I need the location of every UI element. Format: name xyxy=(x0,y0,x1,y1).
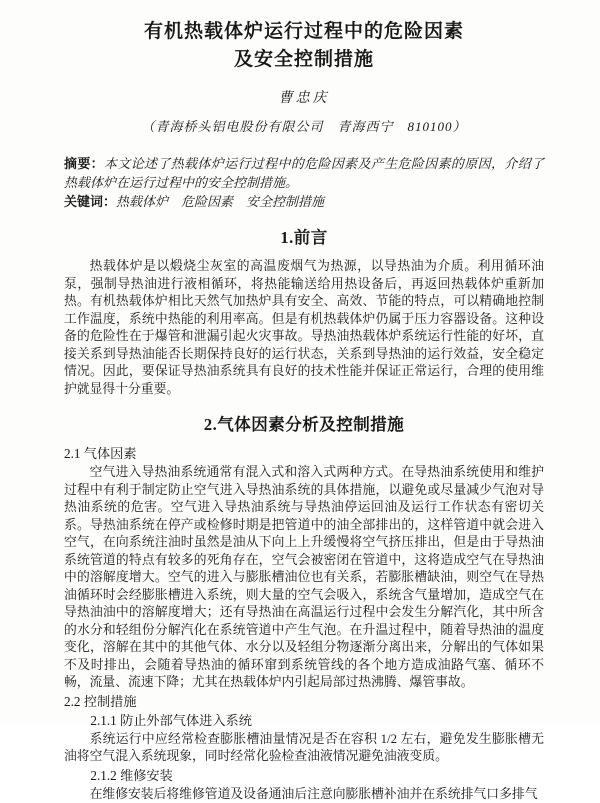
paper-title-line2: 及安全控制措施 xyxy=(234,49,374,70)
affiliation: （青海桥头铝电股份有限公司 青海西宁 810100） xyxy=(64,116,544,135)
paper-title xyxy=(64,18,544,74)
abstract-text: 本文论述了热载体炉运行过程中的危险因素及产生危险因素的原因，介绍了热载体炉在运行过程中的安全控制措施。 xyxy=(64,156,544,190)
subsubsection-heading-2-1-1: 2.1.1 防止外部气体进入系统 xyxy=(64,712,544,730)
abstract-label: 摘要： xyxy=(64,156,104,171)
section-heading-preface: 1.前言 xyxy=(64,224,544,248)
abstract-line xyxy=(64,154,544,192)
keywords-label: 关键词： xyxy=(64,194,116,209)
section-heading-gas-factors: 2.气体因素分析及控制措施 xyxy=(64,411,544,435)
author-name: 曹忠庆 xyxy=(64,87,544,107)
subsubsection-heading-2-1-2: 2.1.2 维修安装 xyxy=(64,767,544,785)
prevent-external-gas-paragraph: 系统运行中应经常检查膨胀槽油量情况是否在容积 1/2 左右，避免发生膨胀槽无油将空气混入系统现象，同时经常化验检查油液情况避免油液变质。 xyxy=(64,731,544,766)
maintenance-install-paragraph: 在维修安装后将维修管道及设备通油后注意向膨胀槽补油并在系统排气口多排气 xyxy=(64,786,544,803)
abstract-block xyxy=(64,154,544,211)
keywords-line xyxy=(64,192,544,211)
subsection-heading-2-2: 2.2 控制措施 xyxy=(64,693,544,711)
keywords-text: 热载体炉 危险因素 安全控制措施 xyxy=(116,194,324,209)
gas-factors-paragraph: 空气进入导热油系统通常有混入式和溶入式两种方式。在导热油系统使用和维护过程中有利于制定防止空气进入导热油系统的具体措施，以避免或尽量减少气泡对导热油系统的危害。空气进入导热油系统与导热油停运回油及运行工作状态有密切关系。导热油系统在停产或检修时期是把管道中的油全部排出的，这样管道中就会进入空气，在向系统注油时虽然是油从下向上上升缓慢将空气挤压排出，但是由于导热油系统管道的特点有较多的死角存在，空气会被密闭在管道中，这将造成空气在导热油中的溶解度增大。空气的进入与膨胀槽油位也有关系，若膨胀槽缺油，则空气在导热油循环时会经膨胀槽进入系统，则大量的空气会吸入，系统含气量增加，造成空气在导热油油中的溶解度增大；还有导热油在高温运行过程中会发生分解汽化，其中所含的水分和轻组份分解汽化在系统管道中产生气泡。在升温过程中，随着导热油的温度变化，溶解在其中的其他气体、水分以及轻组分物逐渐分离出来，分解出的气体如果不及时排出，会随着导热油的循环窜到系统管线的各个地方造成油路气塞、循环不畅，流量、流速下降；尤其在热载体炉内引起局部过热沸腾、爆管事故。 xyxy=(64,464,544,692)
subsection-heading-2-1: 2.1 气体因素 xyxy=(64,445,544,463)
preface-paragraph: 热载体炉是以煅烧尘灰室的高温废烟气为热源，以导热油为介质。利用循环油泵，强制导热油进行液相循环，将热能输送给用热设备后，再返回热载体炉重新加热。有机热载体炉相比天然气加热炉具有安全、高效、节能的特点，可以精确地控制工作温度，系统中热能的利用率高。但是有机热载体炉仍属于压力容器设备。这种设备的危险性在于爆管和泄漏引起火灾事故。导热油热载体炉系统运行性能的好坏，直接关系到导热油能否长期保持良好的运行状态，关系到导热油的运行效益，安全稳定情况。因此，要保证导热油系统具有良好的技术性能并保证正常运行，合理的使用维护就显得十分重要。 xyxy=(64,258,544,398)
paper-title-line1: 有机热载体炉运行过程中的危险因素 xyxy=(144,21,464,42)
